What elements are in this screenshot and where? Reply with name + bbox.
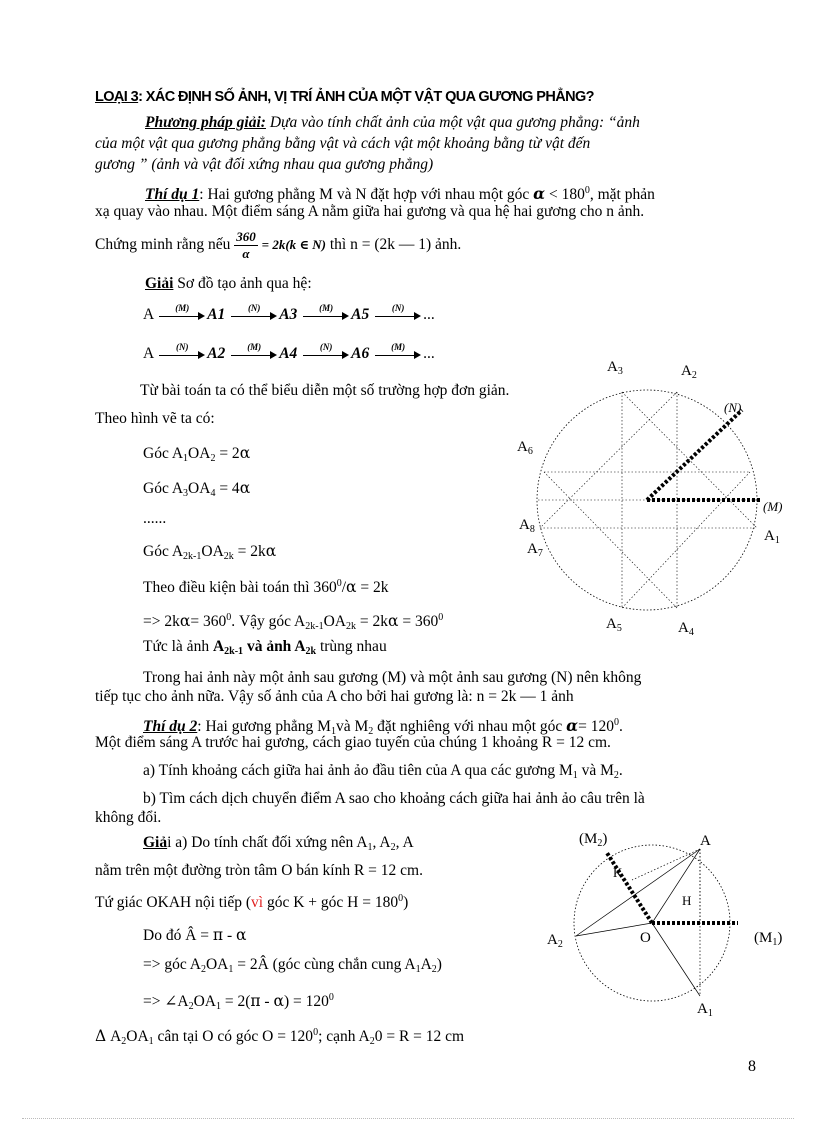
construction-lines-2 — [576, 849, 700, 996]
sol2-line-7: Δ $A_2OA_1$ cân tại O có góc $O = 120^0$; cạnh $A_20 = R = 12$ cm — [95, 1027, 465, 1047]
label-A4: $A_4$ — [678, 620, 694, 638]
method-line-3: gương ” (ảnh và vật đối xứng nhau qua gương phẳng) — [95, 156, 434, 173]
page-number: 8 — [748, 1058, 756, 1075]
label-A2: $A_2$ — [681, 363, 697, 381]
chain-arrow: (M) — [375, 347, 421, 361]
sol1-intro: Giải Sơ đồ tạo ảnh qua hệ: — [145, 275, 312, 292]
image-chain-1: A (M) A1 (N) A3 (M) A5 (N) ... — [143, 303, 435, 323]
chain-arrow: (N) — [375, 308, 421, 322]
label-N: (N) — [724, 400, 742, 415]
sol2-line-2: nằm trên một đường tròn tâm O bán kính R = 12 cm. — [95, 862, 423, 879]
sol2-line-3: Tứ giác OKAH nội tiếp (vì góc K + góc $H = 180^0$) — [95, 893, 409, 911]
label-O: O — [640, 930, 651, 946]
image-chain-2: A (N) A2 (M) A4 (N) A6 (M) ... — [143, 342, 435, 362]
chain-arrow: (M) — [159, 308, 205, 322]
heading-text: : XÁC ĐỊNH SỐ ẢNH, VỊ TRÍ ẢNH CỦA MỘT VẬT QUA GƯƠNG PHẲNG? — [138, 89, 594, 105]
mirror-N — [647, 410, 742, 500]
label-A3: $A_3$ — [607, 359, 623, 377]
angle-eq-1: Góc $A_1OA_2 = 2\alpha$ — [143, 444, 251, 464]
label-A6: $A_6$ — [517, 439, 533, 457]
ex2-line-2: Một điểm sáng A trước hai gương, cách giao tuyến của chúng 1 khoảng R = 12 cm. — [95, 734, 611, 751]
angle-eq-2: Góc $A_3OA_4 = 4\alpha$ — [143, 479, 251, 499]
sol2-line-6: => $\angle A_2OA_1 = 2(\pi - \alpha) = 120^0$ — [143, 992, 334, 1012]
ex2-question-a: a) Tính khoảng cách giữa hai ảnh ảo đầu tiên của A qua các gương $M_1$ và $M_2$. — [143, 762, 623, 781]
conclusion-line-1: Trong hai ảnh này một ảnh sau gương (M) và một ảnh sau gương (N) nên không — [143, 669, 642, 686]
footer-divider — [22, 1118, 794, 1119]
figure-2-mirror-diagram — [540, 820, 790, 1020]
label-M: (M) — [763, 499, 783, 514]
ex1-line-1: Thí dụ 1: Hai gương phẳng M và N đặt hợp với nhau một góc $\alpha < 180^0$, mặt phản — [145, 184, 655, 203]
chain-arrow: (M) — [303, 308, 349, 322]
label-A5: $A_5$ — [606, 616, 622, 634]
label-A1: $A_1$ — [697, 1001, 713, 1019]
label-M1: $(M_1)$ — [754, 930, 783, 948]
sol1-label: Giải — [145, 275, 174, 292]
method-line-1: Phương pháp giải: Dựa vào tính chất ảnh của một vật qua gương phẳng: “ảnh — [145, 114, 640, 131]
sol1-p1: Từ bài toán ta có thể biểu diễn một số trường hợp đơn giản. — [140, 382, 510, 399]
sol2-line-1: Giải a) Do tính chất đối xứng nên $A_1$, $A_2$, A — [143, 834, 414, 853]
method-line-2: của một vật qua gương phẳng bằng vật và cách vật một khoảng bằng từ vật đến — [95, 135, 591, 152]
ex2-question-b-1: b) Tìm cách dịch chuyển điểm A sao cho khoảng cách giữa hai ảnh ảo câu trên là — [143, 790, 645, 807]
coincide-line: Tức là ảnh $A_{2k-1}$ và ảnh $A_{2k}$ trùng nhau — [143, 638, 387, 657]
label-A: A — [700, 833, 711, 849]
sol2-line-5: => góc $A_2OA_1$ = 2Â (góc cùng chắn cung $A_1A_2$) — [143, 956, 442, 975]
label-M2: $(M_2)$ — [579, 831, 608, 849]
ex2-label: Thí dụ 2 — [143, 718, 198, 735]
sol2-label: Giả — [143, 834, 168, 851]
ellipsis: ...... — [143, 510, 167, 527]
label-A2: $A_2$ — [547, 932, 563, 950]
angle-eq-3: Góc $A_{2k-1}OA_{2k} = 2k\alpha$ — [143, 542, 277, 562]
section-heading — [95, 87, 594, 107]
mirror-M2 — [607, 853, 652, 923]
condition-line: Theo điều kiện bài toán thì $360^0/\alpha = 2k$ — [143, 578, 389, 596]
ex2-question-b-2: không đổi. — [95, 809, 162, 826]
label-H: H — [682, 893, 692, 908]
sol2-line-4: Do đó Â = π - α — [143, 926, 247, 944]
method-label: Phương pháp giải: — [145, 114, 266, 131]
chain-arrow: (N) — [231, 308, 277, 322]
label-A1: $A_1$ — [764, 528, 780, 546]
fraction-360-alpha: $\frac{360}{\alpha}$ — [236, 229, 256, 261]
ex1-line-3: Chứng minh rằng nếu $\frac{360}{\alpha}$ = 2k(k ∈ N) thì n = (2k — 1) ảnh. — [95, 229, 462, 261]
heading-prefix: LOẠI 3 — [95, 89, 139, 105]
label-A7: $A_7$ — [527, 541, 543, 559]
chain-arrow: (N) — [303, 347, 349, 361]
ex1-label: Thí dụ 1 — [145, 186, 200, 203]
ex2-line-1: Thí dụ 2: Hai gương phẳng $M_1và$ $M_2$ đặt nghiêng với nhau một góc $\alpha= 120^0$. — [143, 716, 623, 737]
ex1-line-2: xạ quay vào nhau. Một điểm sáng A nằm giữa hai gương và qua hệ hai gương cho n ảnh. — [95, 203, 645, 220]
label-K: K — [613, 865, 623, 880]
conclusion-line-2: tiếp tục cho ảnh nữa. Vậy số ảnh của A cho bởi hai gương là: n = 2k — 1 ảnh — [95, 688, 574, 705]
label-A8: $A_8$ — [519, 517, 535, 535]
sol1-p2: Theo hình vẽ ta có: — [95, 410, 215, 427]
chain-arrow: (M) — [231, 347, 277, 361]
result-line: => $2k\alpha= 360^0$. Vậy góc $A_{2k-1}OA_{2k} = 2k\alpha = 360^0$ — [143, 612, 444, 632]
figure-1-mirror-diagram — [510, 352, 800, 642]
chain-arrow: (N) — [159, 347, 205, 361]
